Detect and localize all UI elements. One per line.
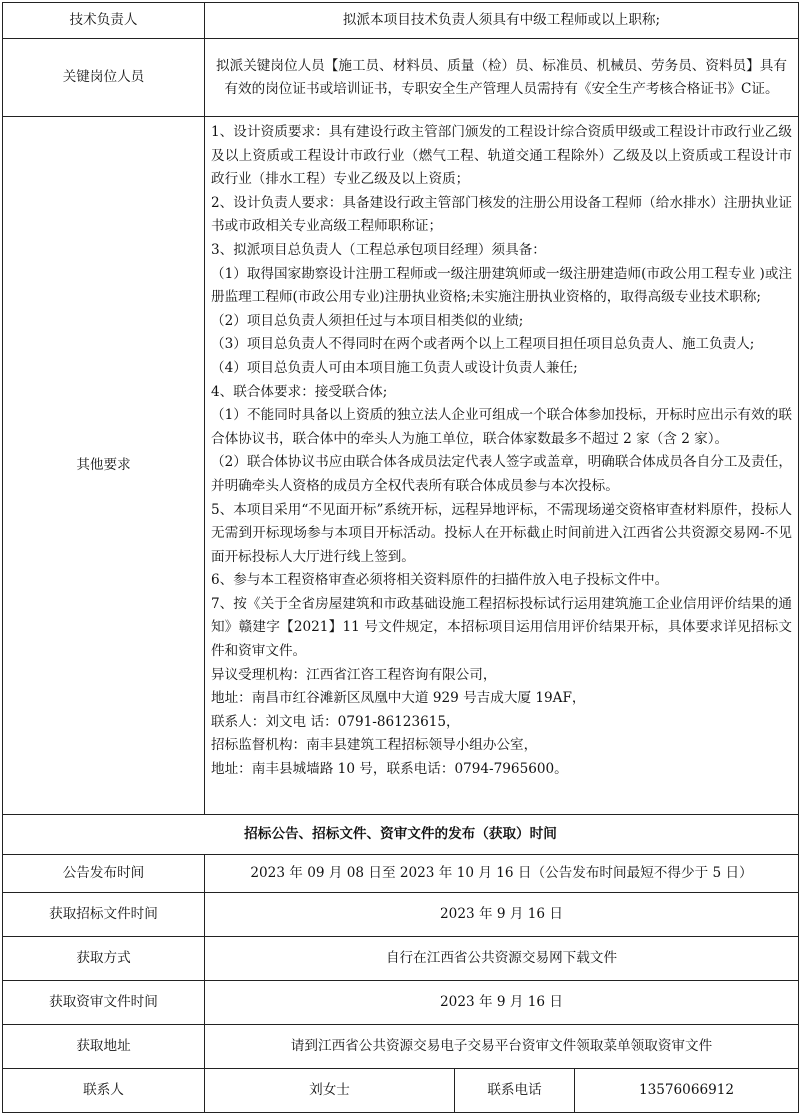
get-method-value: 自行在江西省公共资源交易网下载文件 [205, 937, 799, 981]
req-consortium-1: （1）不能同时具备以上资质的独立法人企业可组成一个联合体参加投标，开标时应出示有效的联合体协议书，联合体中的牵头人为施工单位，联合体家数最多不超过 2 家（含 2 家）。 [211, 407, 793, 447]
req-project-lead-4: （4）项目总负责人可由本项目施工负责人或设计负责人兼任; [211, 359, 578, 376]
objection-agency: 异议受理机构：江西省江咨工程咨询有限公司， [211, 666, 497, 683]
get-method-label: 获取方式 [3, 937, 205, 981]
row-key-staff [3, 39, 799, 117]
key-staff-value: 拟派关键岗位人员【施工员、材料员、质量（检）员、标准员、机械员、劳务员、资料员】具有有效的岗位证书或培训证书，专职安全生产管理人员需持有《安全生产考核合格证书》C证。 [205, 39, 799, 117]
contact-name: 刘女士 [205, 1069, 455, 1113]
other-label: 其他要求 [3, 117, 205, 815]
get-address-label: 获取地址 [3, 1025, 205, 1069]
tech-lead-value: 拟派本项目技术负责人须具有中级工程师或以上职称; [205, 3, 799, 39]
row-get-docs-time [3, 893, 799, 937]
contact-phone-label: 联系电话 [455, 1069, 575, 1113]
row-tech-lead [3, 3, 799, 39]
key-staff-label: 关键岗位人员 [3, 39, 205, 117]
supervision-address: 地址：南丰县城墙路 10 号，联系电话：0794-7965600。 [211, 761, 568, 778]
tech-lead-label: 技术负责人 [3, 3, 205, 39]
objection-contact: 联系人：刘文电 话：0791-86123615， [211, 713, 460, 730]
get-review-time-label: 获取资审文件时间 [3, 981, 205, 1025]
other-requirements [205, 117, 799, 815]
get-docs-time-value: 2023 年 9 月 16 日 [205, 893, 799, 937]
req-project-lead-1: （1）取得国家勘察设计注册工程师或一级注册建筑师或一级注册建造师(市政公用工程专业 )或注册监理工程师(市政公用专业)注册执业资格;未实施注册执业资格的，取得高级专业技术职称; [211, 265, 793, 306]
publish-time-value: 2023 年 09 月 08 日至 2023 年 10 月 16 日（公告发布时间最短不得少于 5 日） [205, 855, 799, 893]
objection-address: 地址：南昌市红谷滩新区凤凰中大道 929 号吉成大厦 19AF， [211, 690, 586, 707]
req-project-lead-3: （3）项目总负责人不得同时在两个或者两个以上工程项目担任项目总负责人、施工负责人; [211, 336, 755, 353]
req-design-lead: 2、设计负责人要求：具备建设行政主管部门核发的注册公用设备工程师（给水排水）注册执业证书或市政相关专业高级工程师职称证； [211, 194, 793, 235]
publish-time-label: 公告发布时间 [3, 855, 205, 893]
get-address-value: 请到江西省公共资源交易电子交易平台资审文件领取菜单领取资审文件 [205, 1025, 799, 1069]
req-consortium: 4、联合体要求：接受联合体; [211, 383, 388, 400]
req-credit-evaluation: 7、按《关于全省房屋建筑和市政基础设施工程招标投标试行运用建筑施工企业信用评价结果的通知》赣建字【2021】11 号文件规定，本招标项目运用信用评价结果开标，具体要求详见招标文件和资审文件。 [211, 595, 793, 660]
req-project-lead-2: （2）项目总负责人须担任过与本项目相类似的业绩; [211, 312, 524, 329]
row-contact [3, 1069, 799, 1113]
req-project-lead: 3、拟派项目总负责人（工程总承包项目经理）须具备： [211, 241, 546, 258]
row-get-address [3, 1025, 799, 1069]
supervision-agency: 招标监督机构：南丰县建筑工程招标领导小组办公室， [211, 737, 538, 754]
req-consortium-2: （2）联合体协议书应由联合体各成员法定代表人签字或盖章，明确联合体成员各自分工及责任，并明确牵头人资格的成员方全权代表所有联合体成员参与本次投标。 [211, 454, 793, 494]
get-docs-time-label: 获取招标文件时间 [3, 893, 205, 937]
contact-phone: 13576066912 [575, 1069, 799, 1113]
req-remote-opening: 5、本项目采用“不见面开标”系统开标，远程异地评标，不需现场递交资格审查材料原件，投标人无需到开标现场参与本项目开标活动。投标人在开标截止时间前进入江西省公共资源交易网-不见面开标投标人大厅进行线上签到。 [211, 501, 793, 565]
req-design-qualification: 1、设计资质要求：具有建设行政主管部门颁发的工程设计综合资质甲级或工程设计市政行业乙级及以上资质或工程设计市政行业（燃气工程、轨道交通工程除外）乙级及以上资质或工程设计市政行业（排水工程）专业乙级及以上资质； [211, 124, 793, 188]
row-get-method [3, 937, 799, 981]
get-review-time-value: 2023 年 9 月 16 日 [205, 981, 799, 1025]
section-title: 招标公告、招标文件、资审文件的发布（获取）时间 [3, 815, 799, 855]
contact-label: 联系人 [3, 1069, 205, 1113]
row-get-review-time [3, 981, 799, 1025]
row-publish-time [3, 855, 799, 893]
tender-info-table [2, 2, 799, 1113]
req-scan-originals: 6、参与本工程资格审查必须将相关资料原件的扫描件放入电子投标文件中。 [211, 572, 669, 589]
row-section-title [3, 815, 799, 855]
row-other [3, 117, 799, 815]
